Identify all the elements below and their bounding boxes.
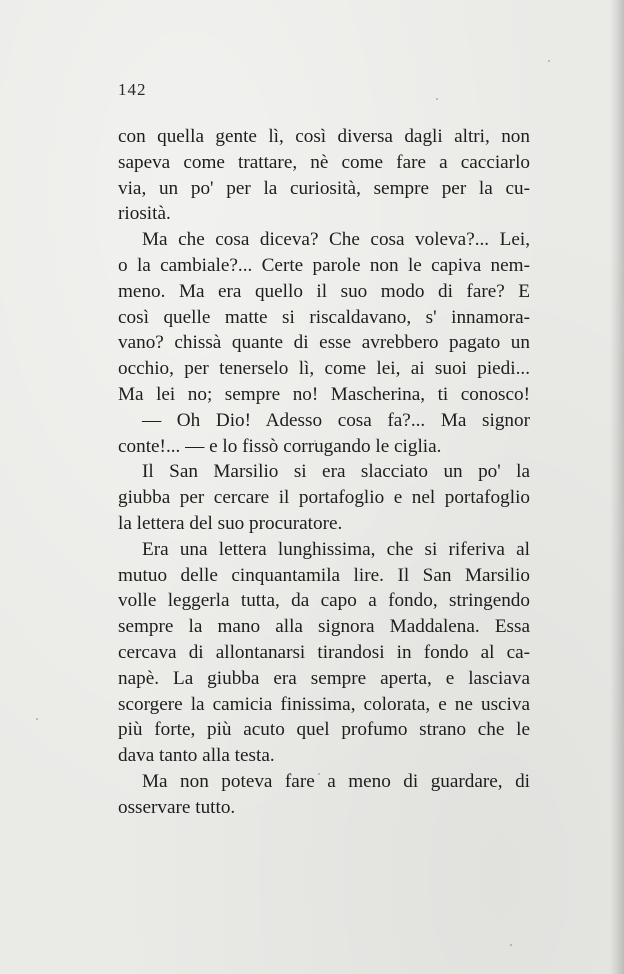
- text-line: vano? chissà quante di esse avrebbero pagato un: [118, 332, 530, 354]
- paper-speck: [36, 718, 38, 720]
- text-line: più forte, più acuto quel profumo strano che le: [118, 719, 530, 741]
- text-line: osservare tutto.: [118, 796, 236, 818]
- text-line: napè. La giubba era sempre aperta, e lasciava: [118, 667, 530, 689]
- text-line: cercava di allontanarsi tirandosi in fondo al ca-: [118, 641, 530, 663]
- paper-speck: [318, 773, 320, 775]
- text-line: occhio, per tenerselo lì, come lei, ai suoi piedi...: [118, 358, 530, 380]
- text-line: mutuo delle cinquantamila lire. Il San Marsilio: [118, 564, 530, 586]
- text-line: volle leggerla tutta, da capo a fondo, stringendo: [118, 590, 530, 612]
- text-line: così quelle matte si riscaldavano, s' innamora-: [118, 306, 530, 328]
- text-line: Il San Marsilio si era slacciato un po' la: [142, 461, 530, 483]
- text-line: Ma che cosa diceva? Che cosa voleva?... Lei,: [142, 229, 530, 251]
- text-line: Era una lettera lunghissima, che si riferiva al: [142, 538, 530, 560]
- text-line: Ma lei no; sempre no! Mascherina, ti conosco!: [118, 383, 530, 405]
- text-line: via, un po' per la curiosità, sempre per la cu-: [118, 177, 530, 199]
- paper-speck: [510, 944, 512, 946]
- text-line: Ma non poteva fare a meno di guardare, di: [142, 770, 530, 792]
- text-line: scorgere la camicia finissima, colorata, e ne usciva: [118, 693, 530, 715]
- text-line: o la cambiale?... Certe parole non le capiva nem-: [118, 254, 530, 276]
- page-edge-shadow: [610, 0, 624, 974]
- text-line: conte!... — e lo fissò corrugando le ciglia.: [118, 435, 442, 457]
- text-line: riosità.: [118, 203, 171, 225]
- page-number: 142: [118, 80, 147, 99]
- body-text: [118, 124, 530, 821]
- paper-speck: [548, 60, 550, 62]
- text-line: sapeva come trattare, nè come fare a cacciarlo: [118, 151, 530, 173]
- text-line: la lettera del suo procuratore.: [118, 512, 343, 534]
- text-line: — Oh Dio! Adesso cosa fa?... Ma signor: [142, 409, 530, 431]
- text-line: sempre la mano alla signora Maddalena. Essa: [118, 616, 530, 638]
- text-line: dava tanto alla testa.: [118, 745, 275, 767]
- text-line: con quella gente lì, così diversa dagli altri, non: [118, 126, 530, 147]
- paper-speck: [314, 440, 316, 442]
- text-line: meno. Ma era quello il suo modo di fare? E: [118, 280, 530, 302]
- text-line: giubba per cercare il portafoglio e nel portafoglio: [118, 487, 530, 509]
- paper-speck: [436, 98, 438, 100]
